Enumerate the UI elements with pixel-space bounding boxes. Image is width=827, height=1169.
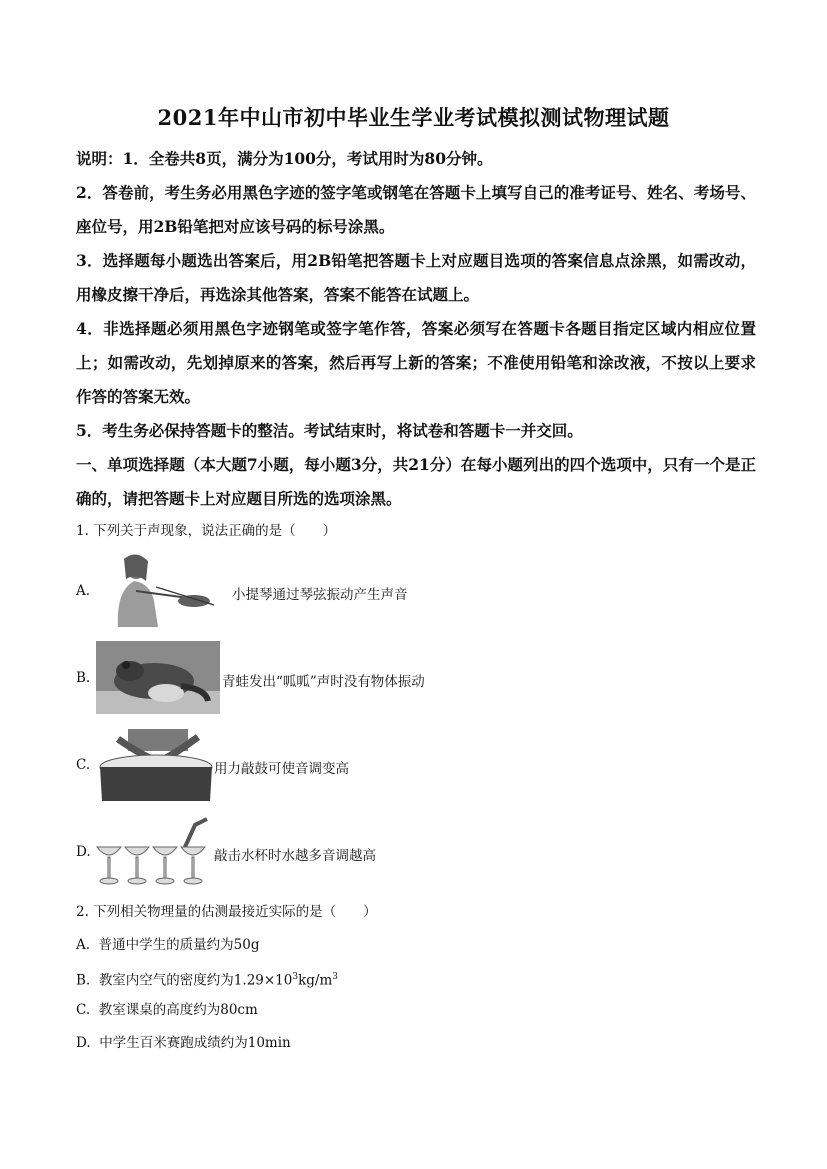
q2-option-b-exponent-1: 3 <box>292 972 299 982</box>
section-one-heading: 一、单项选择题（本大题7小题，每小题3分，共21分）在每小题列出的四个选项中，只有一个是正确的，请把答题卡上对应题目所选的选项涂黑。 <box>76 455 756 508</box>
q2-option-b-unit: kg/m <box>298 972 333 989</box>
q2-option-d-label: D. <box>76 1035 91 1051</box>
instruction-4: 4．非选择题必须用黑色字迹钢笔或签字笔作答，答案必须写在答题卡各题目指定区域内相应位置上；如需改动，先划掉原来的答案，然后再写上新的答案；不准使用铅笔和涂改液，不按以上要求作答的答案无效。 <box>76 319 756 406</box>
page-title: 2021年中山市初中毕业生学业考试模拟测试物理试题 <box>157 105 670 130</box>
instruction-5: 5．考生务必保持答题卡的整洁。考试结束时，将试卷和答题卡一并交回。 <box>76 421 583 440</box>
q1-option-d-label: D. <box>76 844 91 860</box>
water-glasses-photo <box>95 817 210 888</box>
q2-option-c <box>76 1000 258 1020</box>
q1-option-b-text: 青蛙发出“呱呱”声时没有物体振动 <box>222 674 425 690</box>
q2-option-b-text: 教室内空气的密度约为1.29×10 <box>98 972 293 989</box>
q1-option-a-text: 小提琴通过琴弦振动产生声音 <box>232 587 408 603</box>
q1-option-c-text: 用力敲鼓可使音调变高 <box>214 761 349 777</box>
drum-photo <box>98 729 214 801</box>
question-2-stem: 2. 下列相关物理量的估测最接近实际的是（ ） <box>76 904 377 920</box>
q2-option-b-label: B. <box>76 972 91 989</box>
q2-option-d-text: 中学生百米赛跑成绩约为10min <box>99 1035 291 1051</box>
q2-option-a-label: A. <box>76 937 91 953</box>
q2-option-d <box>76 1033 291 1053</box>
q1-option-d-text: 敲击水杯时水越多音调越高 <box>214 848 376 864</box>
instruction-1: 说明：1．全卷共8页，满分为100分，考试用时为80分钟。 <box>76 149 493 168</box>
question-1-stem: 1. 下列关于声现象，说法正确的是（ ） <box>76 523 337 539</box>
q2-option-c-text: 教室课桌的高度约为80cm <box>98 1002 258 1018</box>
q2-option-a <box>76 935 259 955</box>
instruction-3: 3．选择题每小题选出答案后，用2B铅笔把答题卡上对应题目选项的答案信息点涂黑，如需改动，用橡皮擦干净后，再选涂其他答案，答案不能答在试题上。 <box>76 251 756 304</box>
q2-option-b <box>76 967 338 991</box>
q1-option-c-label: C. <box>76 757 91 773</box>
q2-option-b-exponent-2: 3 <box>332 972 339 982</box>
violin-player-photo <box>96 551 216 627</box>
q1-option-a-label: A. <box>76 583 91 599</box>
q1-option-b-label: B. <box>76 670 91 686</box>
q2-option-a-text: 普通中学生的质量约为50g <box>98 937 260 953</box>
q2-option-c-label: C. <box>76 1002 91 1018</box>
frog-photo <box>96 641 220 714</box>
instruction-2: 2．答卷前，考生务必用黑色字迹的签字笔或钢笔在答题卡上填写自己的准考证号、姓名、考场号、座位号，用2B铅笔把对应该号码的标号涂黑。 <box>76 183 756 236</box>
